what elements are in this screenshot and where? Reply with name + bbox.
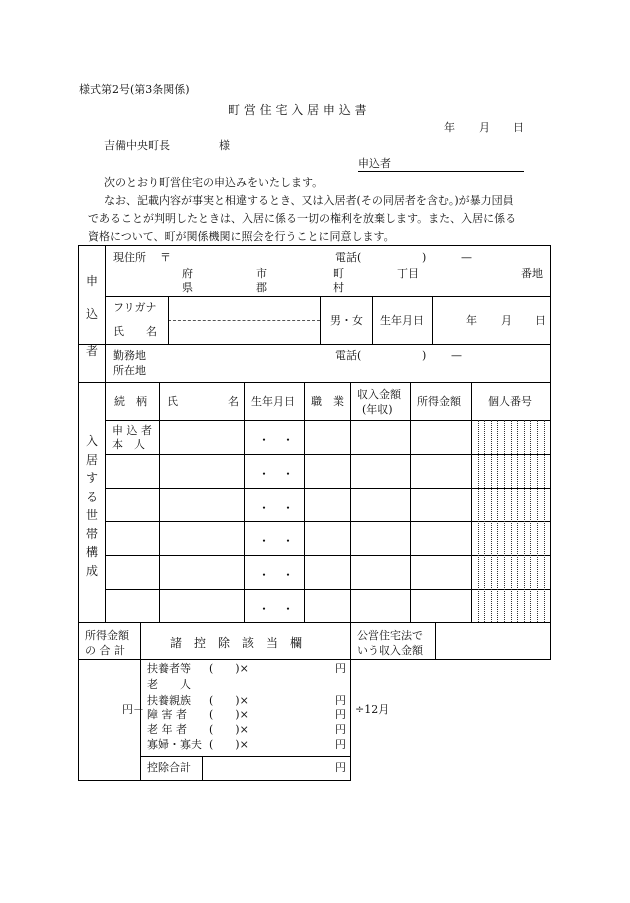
- work-phone-dash: —: [451, 349, 462, 362]
- birth-date-dots: ・・: [258, 433, 307, 447]
- header-job: 職 業: [311, 395, 344, 408]
- work-phone-label: 電話(: [335, 349, 362, 362]
- name-label: 氏 名: [113, 325, 157, 338]
- deduction-item-count: ( )×: [209, 738, 249, 751]
- id-digit-divider: [504, 420, 506, 622]
- postal-mark: 〒: [160, 251, 171, 264]
- applicant-side-label-1: 申: [85, 274, 98, 288]
- notice-line-2: であることが判明したときは、入居に係る一切の権利を放棄します。また、入居に係る: [88, 212, 517, 225]
- deduction-item-count: ( )×: [209, 723, 249, 736]
- notice-line-3: 資格について、町が関係機関に照会を行うことに同意します。: [88, 230, 395, 243]
- date-day-label: 日: [513, 121, 524, 134]
- birthdate-label: 生年月日: [380, 314, 424, 327]
- id-digit-divider: [537, 420, 539, 622]
- header-birth: 生年月日: [251, 395, 295, 408]
- phone-close: ): [422, 251, 427, 264]
- public-income-label-sub: いう収入金額: [357, 644, 423, 657]
- form-number: 様式第2号(第3条関係): [79, 83, 190, 96]
- workplace-address-label: 所在地: [113, 364, 146, 377]
- id-digit-divider: [511, 420, 513, 622]
- household-side-char: る: [85, 489, 98, 504]
- workplace-label: 勤務地: [113, 349, 146, 362]
- phone-label: 電話(: [335, 251, 362, 264]
- deduction-item-yen: 円: [335, 694, 346, 707]
- first-row-relation: 申 込 者: [112, 424, 152, 437]
- birth-year-label: 年: [466, 314, 477, 327]
- birth-date-dots: ・・: [258, 568, 307, 582]
- town-label-top: 町: [333, 267, 344, 280]
- addressee-honorific: 様: [219, 139, 230, 152]
- deduction-item-yen: 円: [335, 708, 346, 721]
- household-side-char: 入: [85, 434, 98, 448]
- birth-date-dots: ・・: [258, 501, 307, 515]
- household-side-char: 構: [85, 545, 98, 559]
- deduction-header: 諸 控 除 該 当 欄: [170, 636, 303, 650]
- total-label: 所得金額: [85, 629, 129, 642]
- notice-line-1: なお、記載内容が事実と相違するとき、又は入居者(その同居者を含む。)が暴力団員: [104, 194, 514, 207]
- header-name-right: 名: [228, 395, 239, 408]
- deduction-item-label: 老 人: [147, 678, 191, 691]
- pref-label-bottom: 県: [182, 281, 193, 294]
- header-income: 収入金額: [357, 388, 401, 401]
- chome-label: 丁目: [397, 267, 419, 280]
- intro-line: 次のとおり町営住宅の申込みをいたします。: [104, 176, 324, 189]
- work-phone-close: ): [422, 349, 427, 362]
- city-label-top: 市: [256, 267, 267, 280]
- deduction-item-count: ( )×: [209, 662, 249, 675]
- divisor-label: ÷12月: [355, 703, 390, 716]
- header-id: 個人番号: [488, 395, 532, 408]
- banchi-label: 番地: [521, 267, 543, 280]
- id-digit-divider: [497, 420, 499, 622]
- furigana-label: フリガナ: [113, 301, 157, 314]
- header-relation: 続 柄: [114, 395, 147, 408]
- header-name-left: 氏: [167, 395, 178, 408]
- date-year-label: 年: [444, 121, 455, 134]
- deduction-item-count: ( )×: [209, 708, 249, 721]
- deduction-item-yen: 円: [335, 738, 346, 751]
- current-address-label: 現住所: [113, 251, 146, 264]
- birth-date-dots: ・・: [258, 602, 307, 616]
- household-side-char: す: [85, 471, 98, 485]
- household-side-char: 帯: [85, 526, 98, 541]
- id-digit-divider: [478, 420, 480, 622]
- applicant-side-label-3: 者: [85, 344, 98, 358]
- birth-date-dots: ・・: [258, 534, 307, 548]
- phone-dash: —: [461, 251, 472, 264]
- pref-label-top: 府: [182, 267, 193, 280]
- date-month-label: 月: [479, 121, 490, 134]
- deduction-total-label: 控除合計: [147, 761, 191, 774]
- birth-day-label: 日: [535, 314, 546, 327]
- total-label-sub: の 合 計: [85, 644, 125, 657]
- page-title: 町 営 住 宅 入 居 申 込 書: [228, 103, 367, 117]
- deduction-item-label: 障 害 者: [147, 708, 187, 721]
- birth-month-label: 月: [501, 314, 512, 327]
- deduction-item-yen: 円: [335, 723, 346, 736]
- id-digit-divider: [530, 420, 532, 622]
- id-digit-divider: [491, 420, 493, 622]
- id-digit-divider: [484, 420, 486, 622]
- id-digit-divider: [524, 420, 526, 622]
- deduction-item-label: 扶養親族: [147, 694, 191, 707]
- deduction-item-yen: 円: [335, 662, 346, 675]
- applicant-label: 申込者: [358, 157, 391, 170]
- addressee-name: 吉備中央町長: [104, 139, 170, 152]
- gender-select[interactable]: 男・女: [330, 314, 363, 327]
- household-side-char: 成: [85, 563, 98, 578]
- header-earned: 所得金額: [417, 395, 461, 408]
- birth-date-dots: ・・: [258, 467, 307, 481]
- town-label-bottom: 村: [333, 281, 344, 294]
- household-side-char: 世: [85, 508, 98, 522]
- deduction-item-label: 老 年 者: [147, 723, 187, 736]
- deduction-item-label: 寡婦・寡夫: [147, 738, 202, 751]
- deduction-total-yen: 円: [335, 761, 346, 774]
- applicant-signature-line[interactable]: [358, 171, 524, 172]
- yen-prefix: 円－: [122, 703, 144, 716]
- header-income-sub: (年収): [362, 403, 393, 416]
- household-side-char: 居: [85, 452, 98, 467]
- city-label-bottom: 郡: [256, 281, 267, 294]
- public-income-label: 公営住宅法で: [357, 629, 423, 642]
- first-row-relation-sub: 本 人: [112, 438, 145, 451]
- applicant-side-label-2: 込: [85, 307, 98, 321]
- id-digit-divider: [517, 420, 519, 622]
- deduction-item-label: 扶養者等: [147, 662, 191, 675]
- id-digit-divider: [544, 420, 546, 622]
- deduction-item-count: ( )×: [209, 694, 249, 707]
